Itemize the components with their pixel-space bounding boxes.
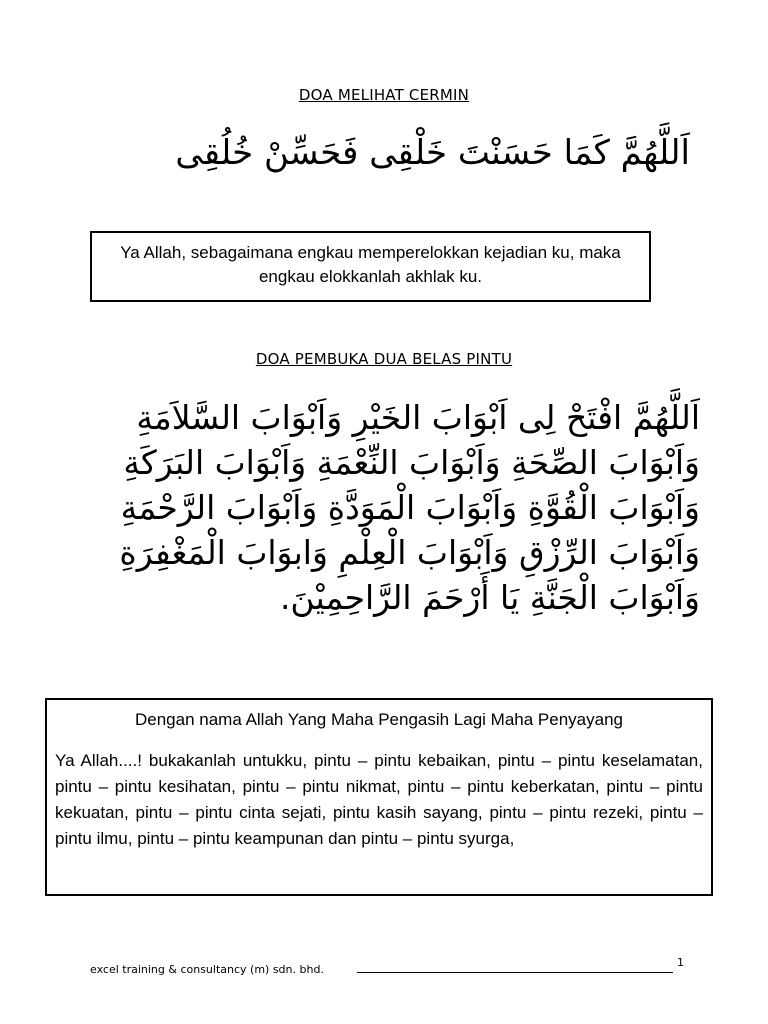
section2-arabic-text: اَللَّهُمَّ افْتَحْ لِى اَبْوَابَ الخَيْرِ وَاَبْوَابَ السَّلاَمَةِ وَاَبْوَابَ الصِّحَةِ وَاَبْوَابَ النِّعْمَةِ وَاَبْوَابَ البَرَكَةِ وَاَبْوَابَ الْقُوَّةِ وَاَبْوَابَ الْمَوَدَّةِ وَاَبْوَابَ الرَّحْمَةِ وَاَبْوَابَ الرِّزْقِ وَاَبْوَابَ الْعِلْمِ وَابوَابَ الْمَغْفِرَةِ وَاَبْوَابَ الْجَنَّةِ يَا أَرْحَمَ الرَّاحِمِيْنَ. <box>119 398 700 617</box>
footer-divider <box>357 972 673 973</box>
section2-translation-heading: Dengan nama Allah Yang Maha Pengasih Lagi Maha Penyayang <box>134 710 623 729</box>
section1-arabic-text: اَللَّهُمَّ كَمَا حَسَنْتَ خَلْقِى فَحَسِّنْ خُلُقِى <box>175 133 690 173</box>
section1-translation-box <box>90 231 651 302</box>
footer-company: excel training & consultancy (m) sdn. bhd. <box>90 963 324 976</box>
section1-title: DOA MELIHAT CERMIN <box>298 86 470 104</box>
page-number: 1 <box>677 956 684 969</box>
section2-translation-box <box>45 698 713 896</box>
section2-translation-body: Ya Allah....! bukakanlah untukku, pintu – pintu kebaikan, pintu – pintu keselamatan, pintu – pintu kesihatan, pintu – pintu nikmat, pintu – pintu keberkatan, pintu – pintu kekuatan, pintu – pintu cinta sejati, pintu kasih sayang, pintu – pintu rezeki, pintu – pintu ilmu, pintu – pintu keampunan dan pintu – pintu syurga, <box>55 751 703 848</box>
section1-translation-text: Ya Allah, sebagaimana engkau memperelokkan kejadian ku, maka engkau elokkanlah akhlak ku. <box>120 243 621 286</box>
section2-title: DOA PEMBUKA DUA BELAS PINTU <box>255 350 513 368</box>
